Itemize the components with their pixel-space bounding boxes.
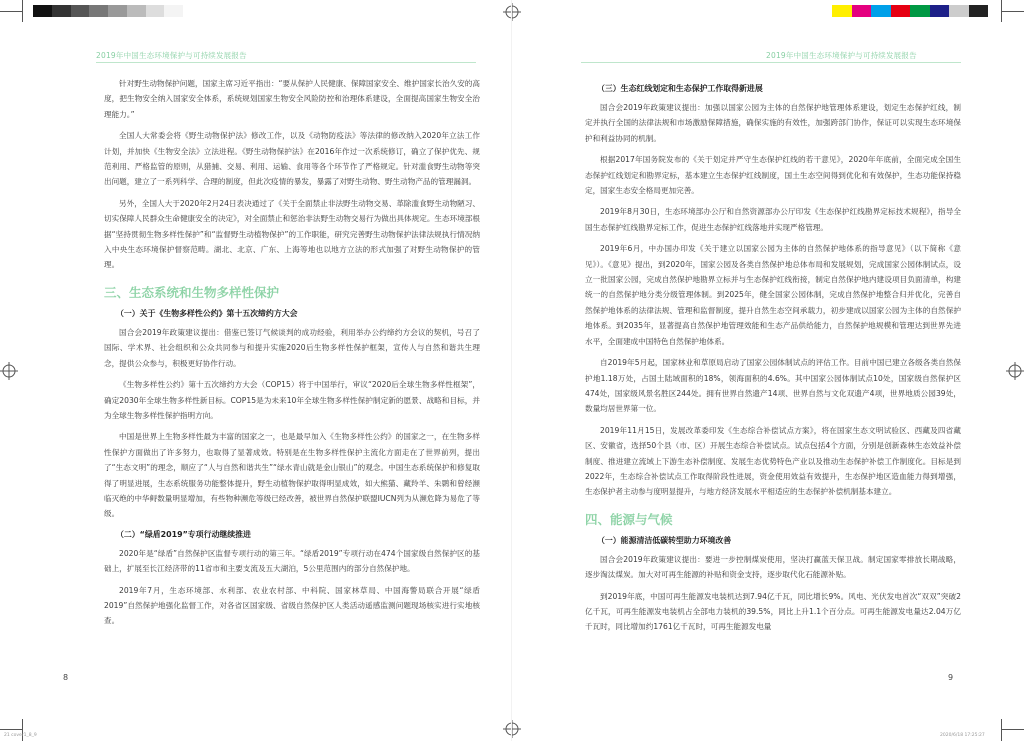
running-head-rule-right	[581, 62, 961, 63]
paragraph: 国合会2019年政策建议提出：借鉴已签订气候谈判的成功经验，利用举办公约缔约方会议的契机，号召了国际、学术界、社会组织和公众共同参与和提升实施2020后生物多样性保护框架，宣传人与自然和谐共生理念，提供公众参与，积极更好协作行动。	[104, 327, 480, 368]
crop-mark	[1002, 11, 1024, 12]
subsection-heading: （三）生态红线划定和生态保护工作取得新进展	[597, 84, 763, 93]
footer-slug-left: 21 cover1_8_9	[4, 733, 37, 738]
right-page-body	[585, 76, 961, 641]
left-page-body	[104, 76, 480, 635]
running-head-rule-left	[96, 62, 476, 63]
paragraph: 2019年7月，生态环境部、水利部、农业农村部、中科院、国家林草局、中国海警局联合开展“绿盾2019”自然保护地强化监督工作，对各省区国家级、省级自然保护区人类活动遥感监测问题现场核实进行实地核查。	[104, 585, 480, 626]
page-number-left: 8	[63, 673, 69, 682]
paragraph: 国合会2019年政策建议提出：要进一步控制煤炭使用，坚决打赢蓝天保卫战。制定国家零排放长期战略，逐步淘汰煤炭。加大对可再生能源的补贴和资金支持，逐步取代化石能源补贴。	[585, 554, 961, 580]
running-head-right: 2019年中国生态环境保护与可持续发展报告	[766, 51, 917, 60]
crop-mark	[0, 11, 22, 12]
registration-mark-icon	[503, 3, 521, 21]
registration-mark-icon	[503, 720, 521, 738]
paragraph: 根据2017年国务院发布的《关于划定并严守生态保护红线的若干意见》，2020年年底前，全面完成全国生态保护红线划定和勘界定标，基本建立生态保护红线制度，国土生态空间得到优化和有效保护，生态功能保持稳定，国家生态安全格局更加完善。	[585, 155, 961, 196]
paragraph: 针对野生动物保护问题，国家主席习近平指出：“要从保护人民健康、保障国家安全、维护国家长治久安的高度，把生物安全纳入国家安全体系，系统规划国家生物安全风险防控和治理体系建设，全面提高国家生物安全治理能力。”	[104, 79, 480, 119]
paragraph: 2019年8月30日，生态环境部办公厅和自然资源部办公厅印发《生态保护红线勘界定标技术规程》，指导全国生态保护红线勘界定标工作，促进生态保护红线落地并实现严格管理。	[585, 207, 961, 232]
paragraph: 自2019年5月起，国家林业和草原局启动了国家公园体制试点的评估工作。目前中国已建立各级各类自然保护地1.18万处，占国土陆域面积的18%，领海面积的4.6%。其中国家公园体制试点10处，国家级自然保护区474处，国家级风景名胜区244处。拥有世界自然遗产14项、世界自然与文化双遗产4项，世界地质公园39处，数量均居世界第一位。	[585, 358, 961, 414]
paragraph: 《生物多样性公约》第十五次缔约方大会（COP15）将于中国举行，审议“2020后全球生物多样性框架”，确定2030年全球生物多样性新目标。COP15是为未来10年全球生物多样性保护制定新的愿景、战略和目标，并为全球生物多样性保护指明方向。	[104, 380, 480, 420]
page-number-right: 9	[948, 673, 954, 682]
crop-mark	[1001, 719, 1002, 741]
crop-mark	[1001, 0, 1002, 22]
registration-mark-icon	[1006, 362, 1024, 380]
subsection-heading: （二）“绿盾2019”专项行动继续推进	[116, 529, 251, 539]
paragraph: 到2019年底，中国可再生能源发电装机达到7.94亿千瓦，同比增长9%。风电、光伏发电首次“双双”突破2亿千瓦，可再生能源发电装机占全部电力装机的39.5%，同比上升1.1个百分点。可再生能源发电量达2.04万亿千瓦时，同比增加约1761亿千瓦时，可再生能源发电量	[585, 591, 961, 632]
paragraph: 2020年是“绿盾”自然保护区监督专项行动的第三年。“绿盾2019”专项行动在474个国家级自然保护区的基础上，扩展至长江经济带的11省市和主要支流及五大湖泊，5公里范围内的部分自然保护地。	[104, 548, 480, 574]
crop-mark	[0, 729, 22, 730]
paragraph: 2019年6月，中办国办印发《关于建立以国家公园为主体的自然保护地体系的指导意见》（以下简称《意见》）。《意见》提出，到2020年，国家公园及各类自然保护地总体布局和发展规划，完成国家公园体制试点，设立一批国家公园，完成自然保护地勘界立标并与生态保护红线衔接，制定自然保护地内建设项目负面清单，构建统一的自然保护地分类分级管理体制。到2025年，健全国家公园体制，完成自然保护地整合归并优化，完善自然保护地体系的法律法规、管理和监督制度，提升自然生态空间承载力，初步建成以国家公园为主体的自然保护地体系。到2035年，显著提高自然保护地管理效能和生态产品供给能力，自然保护地规模和管理达到世界先进水平，全面建成中国特色自然保护地体系。	[585, 244, 961, 346]
color-bar-grayscale	[33, 5, 183, 17]
paragraph: 国合会2019年政策建议提出：加强以国家公园为主体的自然保护地管理体系建设，划定生态保护红线，制定并执行全国的法律法规和市场激励保障措施，确保实施的有效性，加强跨部门协作，保证可以实现生态环境保护和利益协同的机制。	[585, 103, 961, 143]
section-heading: 三、生态系统和生物多样性保护	[104, 284, 280, 300]
running-head-left: 2019年中国生态环境保护与可持续发展报告	[96, 51, 247, 60]
section-heading: 四、能源与气候	[585, 511, 673, 527]
crop-mark	[1002, 729, 1024, 730]
page-gutter	[511, 0, 512, 741]
subsection-heading: （一）能源清洁低碳转型助力环境改善	[597, 535, 732, 545]
paragraph: 全国人大常委会将《野生动物保护法》修改工作，以及《动物防疫法》等法律的修改纳入2020年立法工作计划，并加快《生物安全法》立法进程。《野生动物保护法》在2016年作过一次系统修订，确立了保护优先、规范利用、严格监管的原则，从猎捕、交易、利用、运输、食用等各个环节作了严格规定。针对滥食野生动物等突出问题，建立了一系列科学、合理的制度，但此次疫情的暴发，暴露了对野生动物、野生动物产品的管理漏洞。	[104, 131, 480, 187]
footer-slug-right: 2020/6/18 17:25:27	[940, 733, 985, 738]
paragraph: 2019年11月15日，发展改革委印发《生态综合补偿试点方案》，将在国家生态文明试验区、西藏及四省藏区、安徽省，选择50个县（市、区）开展生态综合补偿试点。试点包括4个方面，分别是创新森林生态效益补偿制度、推进建立流域上下游生态补偿制度、发展生态优势特色产业以及推动生态保护补偿工作制度化。目标是到2022年，生态综合补偿试点工作取得阶段性进展，资金使用效益有效提升，生态保护地区造血能力得到增强，生态保护者主动参与度明显提升，与地方经济发展水平相适应的生态保护补偿机制基本建立。	[585, 425, 961, 497]
subsection-heading: （一）关于《生物多样性公约》第十五次缔约方大会	[116, 308, 298, 318]
color-bar-cmyk	[832, 5, 988, 17]
crop-mark	[22, 0, 23, 22]
paragraph: 另外，全国人大于2020年2月24日表决通过了《关于全面禁止非法野生动物交易、革除滥食野生动物陋习、切实保障人民群众生命健康安全的决定》，对全面禁止和惩治非法野生动物交易行为做出具体规定。生态环境部根据“坚持贯彻生物多样性保护”和“监督野生动植物保护”的工作职能，研究完善野生动物保护法律法规执行情况纳入中央生态环境保护督察范畴。湖北、北京、广东、上海等地也以地方立法的形式加强了对野生动物保护的管理。	[104, 198, 480, 270]
paragraph: 中国是世界上生物多样性最为丰富的国家之一，也是最早加入《生物多样性公约》的国家之一，在生物多样性保护方面做出了许多努力，也取得了显著成效。特别是在生物多样性保护主流化方面走在了世界前列，提出了“生态文明”的理念，顺应了“人与自然和谐共生”“绿水青山就是金山银山”的观念。中国生态系统保护和修复取得了明显进展，生态系统服务功能整体提升，野生动植物保护取得明显成效，如大熊猫、藏羚羊、朱鹮和曾经濒临灭绝的中华鲟数量明显增加，有些物种濒危等级已经改善，被世界自然保护联盟IUCN列为从濒危降为易危了等级。	[104, 432, 480, 519]
registration-mark-icon	[0, 362, 18, 380]
